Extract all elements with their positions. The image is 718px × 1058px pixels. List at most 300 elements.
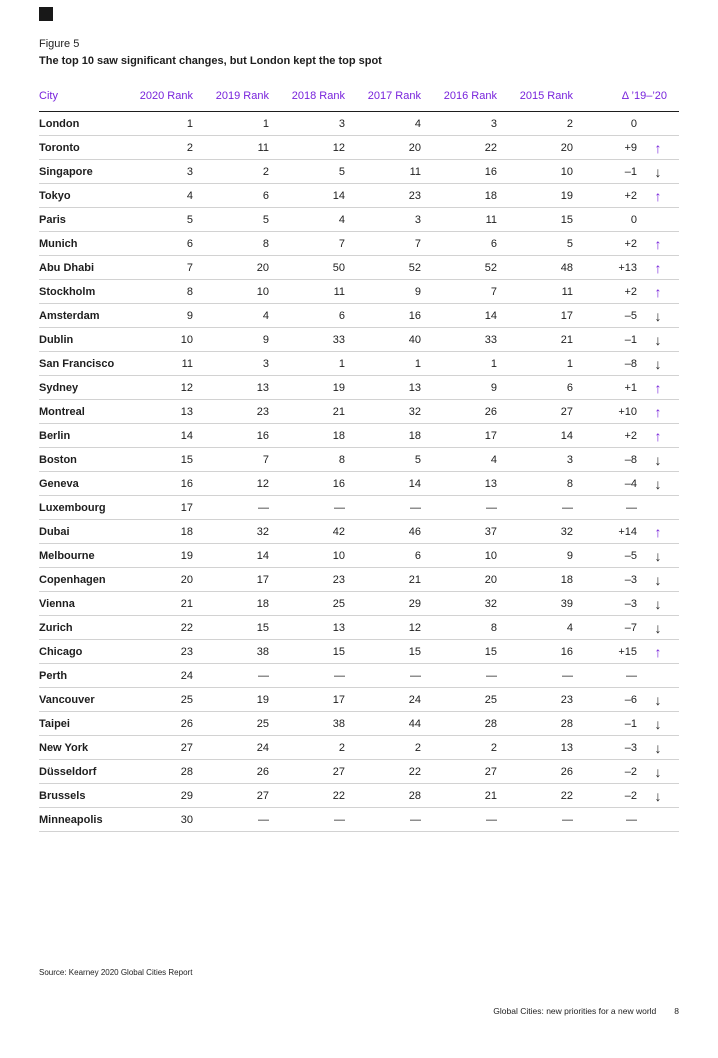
rank-value: 11 [497,280,573,304]
rank-value: 18 [497,568,573,592]
city-name: San Francisco [39,352,117,376]
rank-value: 4 [193,304,269,328]
table-body [39,112,679,832]
rank-value: 23 [193,400,269,424]
rank-value: 7 [193,448,269,472]
no-trend [637,496,679,520]
rank-value: 9 [193,328,269,352]
table-row [39,352,679,376]
city-rank-table [39,90,679,832]
rank-value: 27 [421,760,497,784]
rank-value: 20 [193,256,269,280]
city-name: Vancouver [39,688,117,712]
rank-value: — [497,808,573,832]
rank-value: 13 [193,376,269,400]
rank-value: 17 [117,496,193,520]
rank-value: 52 [345,256,421,280]
no-trend [637,808,679,832]
up-arrow-icon: ↑ [637,376,679,400]
rank-value: 8 [269,448,345,472]
rank-value: 23 [497,688,573,712]
up-arrow-icon: ↑ [637,256,679,280]
rank-value: 13 [345,376,421,400]
delta-value: –3 [573,568,637,592]
delta-value: –4 [573,472,637,496]
delta-value: –8 [573,352,637,376]
city-name: Geneva [39,472,117,496]
rank-value: 28 [117,760,193,784]
rank-value: 14 [269,184,345,208]
table-row [39,784,679,808]
down-arrow-icon: ↓ [637,736,679,760]
rank-value: — [345,808,421,832]
table-header-row [39,90,679,112]
delta-value: — [573,496,637,520]
rank-value: 26 [193,760,269,784]
rank-value: 26 [421,400,497,424]
city-name: Minneapolis [39,808,117,832]
rank-value: 2 [117,136,193,160]
delta-value: –3 [573,736,637,760]
rank-value: 28 [421,712,497,736]
city-name: Sydney [39,376,117,400]
rank-value: 9 [345,280,421,304]
rank-value: 17 [421,424,497,448]
up-arrow-icon: ↑ [637,400,679,424]
delta-value: — [573,808,637,832]
rank-value: 40 [345,328,421,352]
table-row [39,688,679,712]
table-row [39,808,679,832]
rank-value: 18 [269,424,345,448]
rank-value: 16 [193,424,269,448]
rank-value: 5 [117,208,193,232]
rank-value: 2 [269,736,345,760]
rank-value: 8 [193,232,269,256]
table-row [39,400,679,424]
rank-value: 32 [193,520,269,544]
rank-value: 19 [117,544,193,568]
down-arrow-icon: ↓ [637,592,679,616]
rank-value: 9 [117,304,193,328]
rank-value: 25 [117,688,193,712]
table-row [39,592,679,616]
city-name: Brussels [39,784,117,808]
rank-value: 2 [497,112,573,136]
rank-value: 5 [269,160,345,184]
rank-value: 20 [345,136,421,160]
rank-value: 15 [497,208,573,232]
rank-value: 17 [269,688,345,712]
city-name: Perth [39,664,117,688]
rank-value: 12 [117,376,193,400]
table-row [39,544,679,568]
up-arrow-icon: ↑ [637,280,679,304]
rank-value: — [193,664,269,688]
rank-value: — [269,808,345,832]
column-header: 2019 Rank [193,90,269,112]
rank-value: 46 [345,520,421,544]
rank-value: 12 [269,136,345,160]
rank-value: 5 [193,208,269,232]
rank-value: 15 [421,640,497,664]
no-trend [637,664,679,688]
rank-value: 17 [497,304,573,328]
rank-value: 4 [497,616,573,640]
rank-value: 3 [117,160,193,184]
rank-value: 14 [345,472,421,496]
rank-value: 15 [269,640,345,664]
delta-value: +2 [573,232,637,256]
rank-value: 11 [345,160,421,184]
table-row [39,184,679,208]
rank-value: 26 [117,712,193,736]
table-row [39,232,679,256]
rank-value: 2 [421,736,497,760]
delta-value: –1 [573,328,637,352]
rank-value: 24 [117,664,193,688]
rank-value: 22 [497,784,573,808]
rank-value: 13 [117,400,193,424]
down-arrow-icon: ↓ [637,304,679,328]
column-header: 2020 Rank [117,90,193,112]
table-row [39,664,679,688]
rank-value: 11 [421,208,497,232]
rank-value: 9 [421,376,497,400]
city-name: Taipei [39,712,117,736]
down-arrow-icon: ↓ [637,568,679,592]
rank-value: 38 [269,712,345,736]
rank-value: 16 [497,640,573,664]
rank-value: — [193,496,269,520]
figure-label: Figure 5 [39,38,80,50]
rank-value: 21 [269,400,345,424]
up-arrow-icon: ↑ [637,136,679,160]
down-arrow-icon: ↓ [637,712,679,736]
delta-value: –6 [573,688,637,712]
rank-value: 6 [497,376,573,400]
rank-value: 32 [497,520,573,544]
rank-value: 27 [193,784,269,808]
rank-value: 14 [193,544,269,568]
column-header: 2018 Rank [269,90,345,112]
up-arrow-icon: ↑ [637,424,679,448]
table-row [39,136,679,160]
rank-value: 27 [269,760,345,784]
rank-value: 7 [421,280,497,304]
rank-value: 11 [269,280,345,304]
rank-value: 29 [117,784,193,808]
delta-value: –5 [573,304,637,328]
delta-value: +14 [573,520,637,544]
up-arrow-icon: ↑ [637,640,679,664]
rank-value: — [421,808,497,832]
down-arrow-icon: ↓ [637,688,679,712]
table-row [39,256,679,280]
rank-value: 6 [117,232,193,256]
rank-value: 18 [117,520,193,544]
rank-value: 42 [269,520,345,544]
rank-value: 14 [117,424,193,448]
rank-value: 22 [421,136,497,160]
table-row [39,496,679,520]
rank-value: 13 [421,472,497,496]
rank-value: 10 [497,160,573,184]
rank-value: 1 [117,112,193,136]
rank-value: — [421,664,497,688]
table-row [39,448,679,472]
rank-value: 26 [497,760,573,784]
rank-value: 25 [193,712,269,736]
down-arrow-icon: ↓ [637,616,679,640]
table-row [39,304,679,328]
rank-value: 4 [269,208,345,232]
rank-value: 10 [117,328,193,352]
column-header: Δ ’19–’20 [573,90,679,112]
rank-value: 32 [421,592,497,616]
column-header: 2016 Rank [421,90,497,112]
rank-value: 27 [497,400,573,424]
down-arrow-icon: ↓ [637,472,679,496]
table-row [39,112,679,136]
rank-value: — [421,496,497,520]
rank-value: 3 [497,448,573,472]
rank-value: 12 [345,616,421,640]
rank-value: 21 [117,592,193,616]
table-row [39,640,679,664]
rank-value: 6 [269,304,345,328]
table-row [39,472,679,496]
table-row [39,160,679,184]
delta-value: –1 [573,712,637,736]
rank-value: 7 [269,232,345,256]
page-footer [493,1006,679,1016]
rank-value: 13 [497,736,573,760]
city-name: Munich [39,232,117,256]
rank-value: — [269,664,345,688]
rank-value: 18 [193,592,269,616]
table-row [39,328,679,352]
rank-value: 22 [345,760,421,784]
rank-value: 28 [345,784,421,808]
rank-value: 9 [497,544,573,568]
rank-value: — [345,664,421,688]
city-name: Dubai [39,520,117,544]
rank-value: 24 [345,688,421,712]
rank-value: 8 [497,472,573,496]
delta-value: +10 [573,400,637,424]
table-row [39,616,679,640]
city-name: Zurich [39,616,117,640]
delta-value: –7 [573,616,637,640]
city-name: Berlin [39,424,117,448]
footer-title: Global Cities: new priorities for a new world [493,1006,657,1016]
city-name: Paris [39,208,117,232]
rank-value: 6 [345,544,421,568]
delta-value: +9 [573,136,637,160]
rank-value: 23 [269,568,345,592]
rank-value: 1 [421,352,497,376]
rank-value: 1 [345,352,421,376]
delta-value: — [573,664,637,688]
city-name: Montreal [39,400,117,424]
city-name: Tokyo [39,184,117,208]
rank-value: 21 [421,784,497,808]
rank-value: 12 [193,472,269,496]
rank-value: 2 [193,160,269,184]
no-trend [637,112,679,136]
rank-value: 33 [269,328,345,352]
rank-value: 17 [193,568,269,592]
delta-value: +2 [573,280,637,304]
column-header: 2017 Rank [345,90,421,112]
table-row [39,712,679,736]
rank-value: 19 [193,688,269,712]
rank-value: 19 [269,376,345,400]
rank-value: 15 [117,448,193,472]
rank-value: 52 [421,256,497,280]
down-arrow-icon: ↓ [637,760,679,784]
rank-value: 10 [193,280,269,304]
delta-value: +15 [573,640,637,664]
city-name: Dublin [39,328,117,352]
rank-value: 1 [269,352,345,376]
rank-value: 16 [269,472,345,496]
rank-value: — [497,496,573,520]
rank-value: 7 [345,232,421,256]
up-arrow-icon: ↑ [637,520,679,544]
delta-value: 0 [573,112,637,136]
down-arrow-icon: ↓ [637,448,679,472]
city-name: New York [39,736,117,760]
rank-value: 11 [117,352,193,376]
delta-value: +1 [573,376,637,400]
city-name: Abu Dhabi [39,256,117,280]
table-row [39,376,679,400]
rank-value: 21 [497,328,573,352]
delta-value: +13 [573,256,637,280]
rank-value: 15 [193,616,269,640]
city-name: London [39,112,117,136]
rank-value: 20 [497,136,573,160]
rank-value: 30 [117,808,193,832]
rank-value: 23 [117,640,193,664]
rank-value: 14 [421,304,497,328]
rank-value: 39 [497,592,573,616]
rank-value: 16 [345,304,421,328]
rank-value: 18 [345,424,421,448]
rank-value: 14 [497,424,573,448]
rank-value: 29 [345,592,421,616]
rank-value: 18 [421,184,497,208]
rank-value: 21 [345,568,421,592]
delta-value: –8 [573,448,637,472]
city-name: Stockholm [39,280,117,304]
rank-value: 5 [345,448,421,472]
rank-value: 8 [421,616,497,640]
rank-value: 44 [345,712,421,736]
rank-value: — [193,808,269,832]
delta-value: –3 [573,592,637,616]
rank-value: 1 [193,112,269,136]
table-row [39,736,679,760]
down-arrow-icon: ↓ [637,328,679,352]
no-trend [637,208,679,232]
down-arrow-icon: ↓ [637,784,679,808]
delta-value: –2 [573,784,637,808]
rank-value: 19 [497,184,573,208]
rank-value: 37 [421,520,497,544]
rank-value: 20 [421,568,497,592]
figure-title: The top 10 saw significant changes, but London kept the top spot [39,55,382,67]
column-header: 2015 Rank [497,90,573,112]
city-name: Copenhagen [39,568,117,592]
rank-value: 22 [117,616,193,640]
rank-value: 16 [117,472,193,496]
rank-value: 25 [269,592,345,616]
rank-value: 15 [345,640,421,664]
delta-value: –5 [573,544,637,568]
rank-value: — [269,496,345,520]
rank-value: 50 [269,256,345,280]
city-name: Toronto [39,136,117,160]
rank-value: 10 [269,544,345,568]
rank-value: 11 [193,136,269,160]
rank-value: 22 [269,784,345,808]
rank-value: 8 [117,280,193,304]
rank-value: 3 [193,352,269,376]
rank-value: 13 [269,616,345,640]
table-row [39,568,679,592]
rank-value: 28 [497,712,573,736]
city-name: Vienna [39,592,117,616]
delta-value: –1 [573,160,637,184]
city-name: Melbourne [39,544,117,568]
rank-value: 48 [497,256,573,280]
column-header: City [39,90,117,112]
rank-value: 10 [421,544,497,568]
rank-value: 6 [421,232,497,256]
source-note: Source: Kearney 2020 Global Cities Report [39,968,193,977]
rank-value: 4 [345,112,421,136]
rank-value: 2 [345,736,421,760]
rank-value: 32 [345,400,421,424]
city-name: Boston [39,448,117,472]
down-arrow-icon: ↓ [637,352,679,376]
rank-value: 27 [117,736,193,760]
up-arrow-icon: ↑ [637,184,679,208]
table-row [39,520,679,544]
rank-value: 6 [193,184,269,208]
rank-value: 16 [421,160,497,184]
down-arrow-icon: ↓ [637,160,679,184]
rank-value: — [345,496,421,520]
page-number: 8 [674,1006,679,1016]
rank-value: 4 [117,184,193,208]
city-name: Chicago [39,640,117,664]
city-name: Amsterdam [39,304,117,328]
city-name: Luxembourg [39,496,117,520]
kearney-logo-mark [39,7,53,21]
rank-value: 24 [193,736,269,760]
table-row [39,424,679,448]
table-row [39,280,679,304]
city-name: Singapore [39,160,117,184]
city-name: Düsseldorf [39,760,117,784]
table-row [39,760,679,784]
rank-value: 38 [193,640,269,664]
delta-value: +2 [573,424,637,448]
